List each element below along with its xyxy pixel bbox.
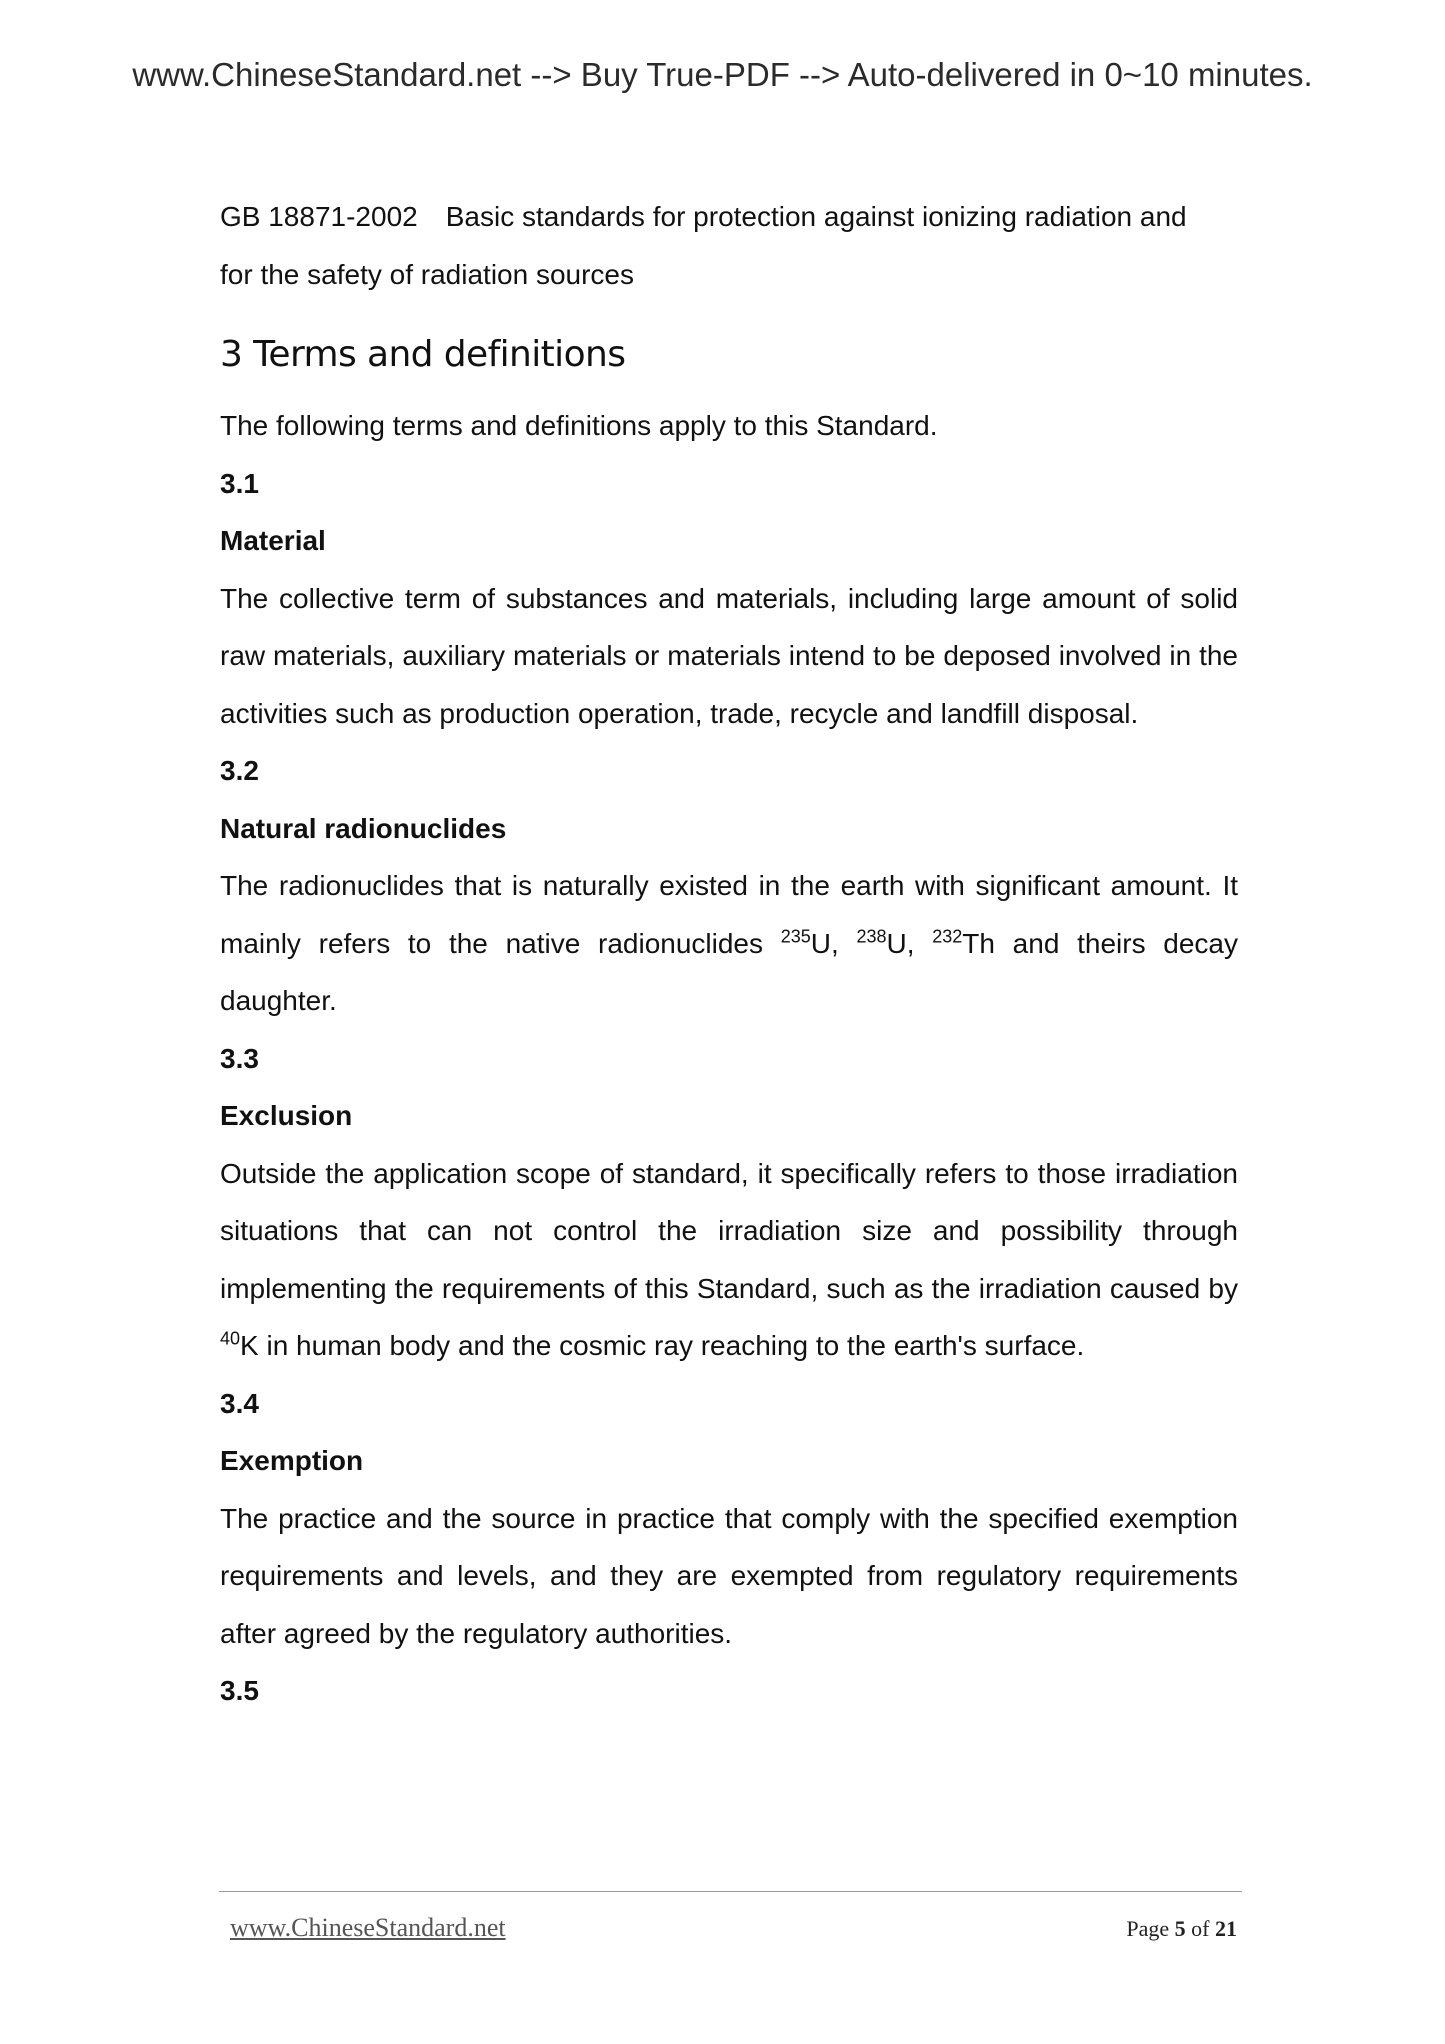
mass-number-superscript: 40	[220, 1328, 241, 1349]
standard-code: GB 18871-2002	[220, 201, 418, 232]
section-intro: The following terms and definitions apply to this Standard.	[220, 410, 938, 441]
term-title-material: Material	[220, 525, 326, 556]
definition-text: Th and theirs decay daughter.	[220, 927, 1238, 1016]
term-title-exclusion: Exclusion	[220, 1100, 353, 1131]
definition-text: K in human body and the cosmic ray reaching to the earth's surface.	[240, 1330, 1085, 1361]
top-banner[interactable]: www.ChineseStandard.net --> Buy True-PDF --> Auto-delivered in 0~10 minutes.	[132, 56, 1313, 93]
page-word: Page	[1126, 1916, 1170, 1941]
footer-site-link[interactable]: www.ChineseStandard.net	[230, 1913, 506, 1942]
term-definition-exemption: The practice and the source in practice that comply with the specified exemption requirements and levels, and they are exempted from regulatory requirements after agreed by the regulatory authorities.	[220, 1502, 1238, 1649]
page-indicator	[1126, 1916, 1237, 1942]
document-body	[220, 188, 1238, 1720]
mass-number-superscript: 232	[932, 926, 963, 947]
standard-title-part1: Basic standards for protection against ionizing radiation and	[445, 201, 1187, 232]
term-title-natural-radionuclides: Natural radionuclides	[220, 812, 507, 844]
mass-number-superscript: 235	[780, 926, 811, 947]
term-number-3-4: 3.4	[220, 1387, 259, 1419]
definition-text: U,	[886, 927, 933, 959]
standard-title-part2: for the safety of radiation sources	[220, 258, 634, 290]
page-current: 5	[1174, 1916, 1186, 1941]
mass-number-superscript: 238	[856, 926, 887, 947]
term-definition-material: The collective term of substances and materials, including large amount of solid raw materials, auxiliary materials or materials intend to be deposed involved in the activities such as production operation, trade, recycle and landfill disposal.	[220, 582, 1238, 729]
term-title-exemption: Exemption	[220, 1445, 364, 1476]
term-number-3-3: 3.3	[220, 1042, 259, 1074]
definition-text: U,	[810, 927, 857, 959]
term-definition-natural-radionuclides	[220, 857, 1238, 1030]
term-definition-exclusion	[220, 1145, 1238, 1375]
definition-text: Outside the application scope of standard, it specifically refers to those irradiation situations that can not control the irradiation size and possibility through implementing the requirements of this Standard, such as the irradiation caused by	[220, 1157, 1238, 1304]
term-number-3-5: 3.5	[220, 1675, 259, 1706]
section-heading: 3 Terms and definitions	[220, 334, 626, 375]
definition-text: The radionuclides that is naturally existed in the earth with significant amount. It mainly refers to the native radionuclides	[220, 870, 1238, 959]
term-number-3-1: 3.1	[220, 467, 259, 499]
page-of-word: of	[1191, 1916, 1210, 1941]
page-total: 21	[1215, 1916, 1237, 1941]
standard-reference-line1	[220, 188, 1238, 246]
term-number-3-2: 3.2	[220, 755, 259, 786]
footer-divider	[219, 1891, 1242, 1892]
